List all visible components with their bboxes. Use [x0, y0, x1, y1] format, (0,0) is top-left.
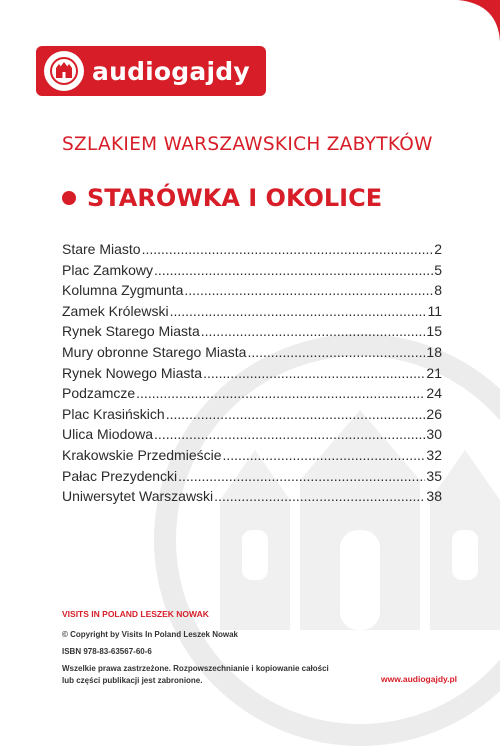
series-title: SZLAKIEM WARSZAWSKICH ZABYTKÓW	[62, 134, 433, 155]
toc-item[interactable]	[62, 406, 442, 427]
toc-item[interactable]	[62, 262, 442, 283]
toc-item-page: 21	[426, 364, 442, 381]
toc-item-page: 2	[434, 241, 442, 257]
toc-item-label: Ulica Miodowa	[62, 426, 154, 443]
toc-item-page: 15	[426, 323, 442, 340]
toc-leader-dots	[201, 323, 426, 339]
toc-item[interactable]	[62, 323, 442, 344]
table-of-contents	[62, 241, 442, 509]
toc-item-page: 26	[426, 405, 442, 422]
toc-item-label: Mury obronne Starego Miasta	[62, 343, 247, 360]
toc-item-label: Zamek Królewski	[62, 302, 169, 319]
toc-item-page: 35	[426, 467, 442, 484]
toc-item[interactable]	[62, 488, 442, 509]
toc-leader-dots	[170, 303, 427, 319]
toc-item-page: 30	[426, 426, 442, 443]
toc-leader-dots	[166, 406, 426, 422]
rights-line-1: Wszelkie prawa zastrzeżone. Rozpowszechnianie i kopiowanie całości	[62, 664, 329, 673]
toc-item-page: 38	[426, 488, 442, 505]
toc-item-page: 24	[426, 385, 442, 402]
toc-item[interactable]	[62, 385, 442, 406]
bullet-icon	[62, 191, 76, 205]
toc-item[interactable]	[62, 426, 442, 447]
toc-item-label: Kolumna Zygmunta	[62, 282, 184, 299]
toc-item[interactable]	[62, 344, 442, 365]
toc-leader-dots	[203, 365, 425, 381]
toc-item[interactable]	[62, 282, 442, 303]
toc-leader-dots	[154, 426, 425, 442]
toc-leader-dots	[142, 241, 434, 257]
toc-item[interactable]	[62, 365, 442, 386]
toc-item-label: Rynek Starego Miasta	[62, 323, 200, 340]
book-title-text: STARÓWKA I OKOLICE	[87, 184, 383, 212]
toc-item-label: Podzamcze	[62, 385, 136, 402]
toc-item[interactable]	[62, 241, 442, 262]
toc-item[interactable]	[62, 303, 442, 324]
toc-item-label: Uniwersytet Warszawski	[62, 488, 214, 505]
toc-item-label: Rynek Nowego Miasta	[62, 364, 203, 381]
toc-item[interactable]	[62, 468, 442, 489]
toc-item-label: Pałac Prezydencki	[62, 467, 178, 484]
brand-name: audiogajdy	[92, 56, 250, 86]
publisher-name: VISITS IN POLAND LESZEK NOWAK	[62, 609, 209, 619]
toc-item-page: 5	[434, 261, 442, 278]
rights-line-2: lub części publikacji jest zabronione.	[62, 676, 203, 685]
book-title	[62, 184, 382, 212]
brand-logo	[36, 46, 266, 96]
copyright-notice: © Copyright by Visits In Poland Leszek Nowak	[62, 630, 239, 639]
toc-item-page: 8	[434, 282, 442, 299]
website-link[interactable]: www.audiogajdy.pl	[381, 674, 458, 684]
toc-leader-dots	[154, 262, 433, 278]
toc-leader-dots	[214, 488, 425, 504]
toc-leader-dots	[223, 447, 426, 463]
toc-item-label: Plac Krasińskich	[62, 405, 165, 422]
toc-leader-dots	[184, 282, 433, 298]
toc-item-page: 18	[426, 343, 442, 360]
castle-seal-icon	[44, 51, 84, 91]
toc-item-label: Plac Zamkowy	[62, 261, 154, 278]
toc-item-label: Stare Miasto	[62, 241, 141, 257]
toc-item-label: Krakowskie Przedmieście	[62, 446, 222, 463]
toc-leader-dots	[178, 468, 425, 484]
toc-item-page: 11	[427, 302, 442, 319]
toc-leader-dots	[136, 385, 425, 401]
toc-item-page: 32	[426, 446, 442, 463]
isbn: ISBN 978-83-63567-60-6	[62, 647, 152, 656]
toc-item[interactable]	[62, 447, 442, 468]
corner-decoration	[458, 0, 500, 42]
toc-leader-dots	[247, 344, 425, 360]
